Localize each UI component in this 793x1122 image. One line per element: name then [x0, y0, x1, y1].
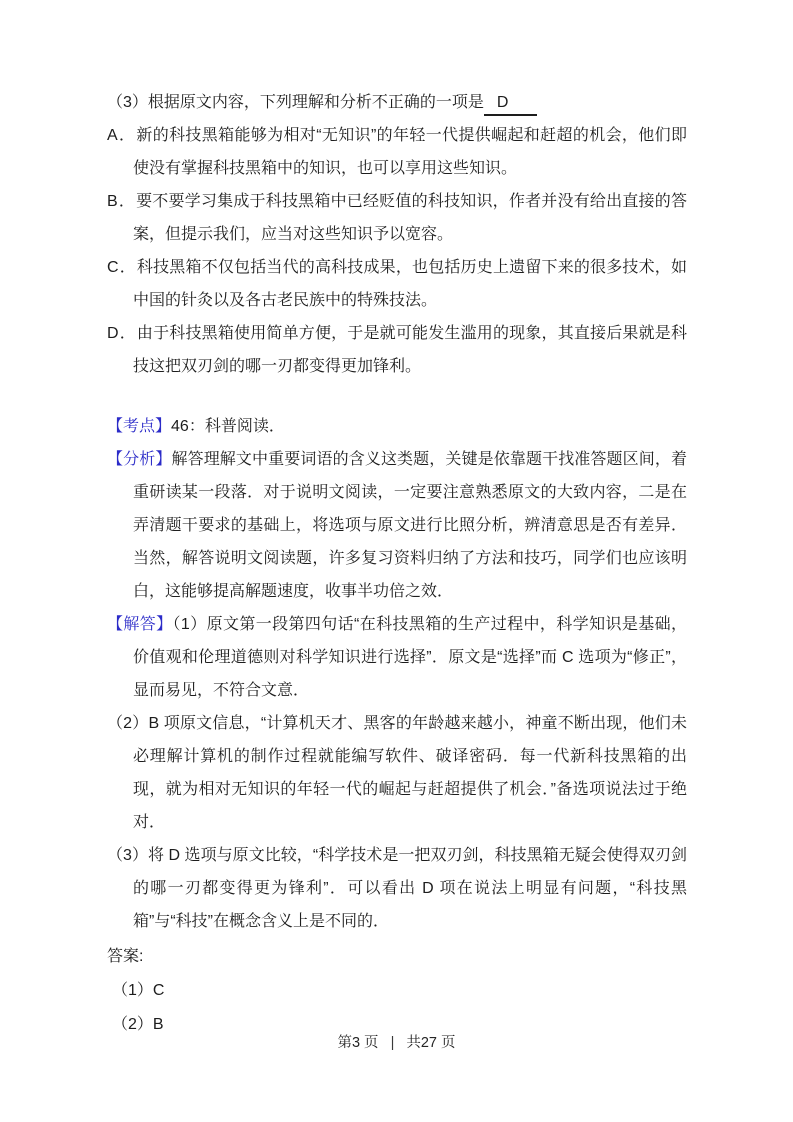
- jieda-paragraph-1: （1）原文第一段第四句话“在科技黑箱的生产过程中，科学知识是基础，价值观和伦理道德则对科学知识进行选择”．原文是“选择”而 C 选项为“修正”，显而易见，不符合文意．: [133, 616, 687, 699]
- jieda-tag: 【解答】: [107, 616, 173, 633]
- option-b-text: 要不要学习集成于科技黑箱中已经贬值的科技知识，作者并没有给出直接的答案，但提示我们，应当对这些知识予以宽容。: [133, 193, 687, 243]
- option-a-text: 新的科技黑箱能够为相对“无知识”的年轻一代提供崛起和赶超的机会，他们即使没有掌握科技黑箱中的知识，也可以享用这些知识。: [133, 127, 687, 177]
- section-jieda: [107, 608, 687, 707]
- fenxi-text: 解答理解文中重要词语的含义这类题，关键是依靠题干找准答题区间，着重研读某一段落．对于说明文阅读，一定要注意熟悉原文的大致内容，二是在弄清题干要求的基础上，将选项与原文进行比照分析，辨清意思是否有差异．当然，解答说明文阅读题，许多复习资料归纳了方法和技巧，同学们也应该明白，这能够提高解题速度，收事半功倍之效．: [133, 451, 687, 600]
- option-d-label: D．: [107, 325, 137, 342]
- content-area: [107, 86, 687, 1041]
- fenxi-tag: 【分析】: [107, 451, 172, 468]
- answer-item-1: （1）C: [112, 982, 165, 999]
- option-a-label: A．: [107, 127, 137, 144]
- option-c-text: 科技黑箱不仅包括当代的高科技成果，也包括历史上遗留下来的很多技术，如中国的针灸以及各古老民族中的特殊技法。: [133, 259, 687, 309]
- option-d: [107, 317, 687, 383]
- footer-page-total: 共27 页: [406, 1035, 456, 1051]
- footer-page-number: 第3 页: [337, 1035, 379, 1051]
- answer-item-2: （2）B: [112, 1016, 164, 1033]
- section-fenxi: [107, 443, 687, 608]
- answers-heading: 答案:: [107, 948, 144, 965]
- question-stem-text: （3）根据原文内容，下列理解和分析不正确的一项是: [107, 94, 484, 111]
- kaodian-tag: 【考点】: [107, 418, 172, 435]
- option-b-label: B．: [107, 193, 137, 210]
- page-footer: [0, 1031, 793, 1052]
- answer-blank: [484, 92, 537, 116]
- option-c: [107, 251, 687, 317]
- section-kaodian: [107, 410, 687, 443]
- option-c-label: C．: [107, 259, 137, 276]
- option-d-text: 由于科技黑箱使用简单方便，于是就可能发生滥用的现象，其直接后果就是科技这把双刃剑的哪一刃都变得更加锋利。: [133, 325, 687, 375]
- option-b: [107, 185, 687, 251]
- jieda-paragraph-2: （2）B 项原文信息，“计算机天才、黑客的年龄越来越小，神童不断出现，他们未必理解计算机的制作过程就能编写软件、破译密码．每一代新科技黑箱的出现，就为相对无知识的年轻一代的崛起与赶超提供了机会．”备选项说法过于绝对．: [107, 715, 687, 831]
- option-a: [107, 119, 687, 185]
- jieda-paragraph-3: （3）将 D 选项与原文比较，“科学技术是一把双刃剑，科技黑箱无疑会使得双刃剑的哪一刃都变得更为锋利”．可以看出 D 项在说法上明显有问题，“科技黑箱”与“科技”在概念含义上是不同的．: [107, 847, 687, 930]
- question-stem-line: [107, 86, 687, 119]
- kaodian-text: 46：科普阅读．: [171, 418, 285, 435]
- answer-letter: D: [496, 94, 509, 111]
- footer-separator: |: [390, 1035, 395, 1051]
